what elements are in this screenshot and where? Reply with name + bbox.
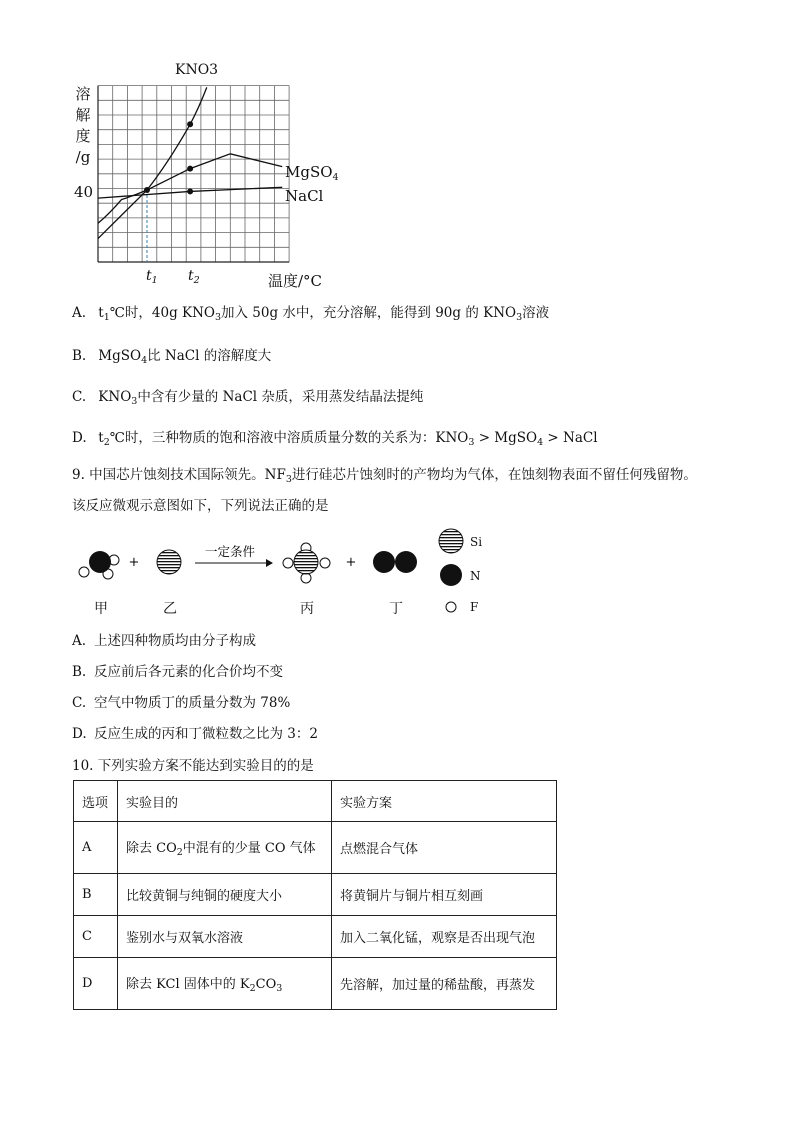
subscript: 3 — [285, 474, 292, 485]
option-text: 溶液 — [522, 305, 550, 321]
subscript: 3 — [214, 312, 222, 323]
q9-option-c[interactable] — [72, 691, 290, 711]
q9-stem-line2: 该反应微观示意图如下，下列说法正确的是 — [72, 498, 329, 514]
n-atom — [395, 551, 417, 573]
stem-text: 9. 中国芯片蚀刻技术国际领先。NF — [72, 467, 286, 483]
y-label-char: 度 — [75, 127, 91, 145]
subscript: 3 — [468, 437, 475, 448]
option-text: 中含有少量的 NaCl 杂质，采用蒸发结晶法提纯 — [137, 389, 424, 405]
row-goal: 鉴别水与双氧水溶液 — [118, 916, 332, 958]
row-option: C — [74, 916, 118, 958]
stem-text: 进行硅芯片蚀刻时的产物均为气体，在蚀刻物表面不留任何残留物。 — [291, 467, 697, 483]
table-row[interactable] — [74, 822, 557, 874]
subscript: 3 — [516, 312, 523, 323]
nacl-label: NaCl — [285, 187, 324, 205]
temp-unit: ℃ — [109, 305, 125, 321]
reaction-diagram — [70, 525, 500, 615]
point-nacl-t2 — [187, 188, 193, 194]
q8-option-c[interactable] — [72, 385, 423, 407]
row-goal — [118, 822, 332, 874]
n-atom — [89, 551, 111, 573]
temp-sub: 2 — [103, 437, 110, 448]
option-text: 加入 50g 水中，充分溶解，能得到 90g 的 KNO — [221, 305, 517, 321]
subscript: 4 — [141, 355, 148, 366]
subscript: 4 — [537, 437, 544, 448]
chart-svg — [0, 0, 340, 300]
goal-text: 除去 KCl 固体中的 K — [126, 977, 250, 992]
q9-option-b[interactable] — [72, 660, 283, 680]
q10-stem: 10. 下列实验方案不能达到实验目的的是 — [72, 758, 314, 774]
option-text: 时，三种物质的饱和溶液中溶质质量分数的关系为：KNO — [124, 430, 469, 446]
option-text: 上述四种物质均由分子构成 — [94, 633, 256, 649]
kno3-title: KNO3 — [175, 62, 219, 78]
si-atom — [294, 550, 318, 574]
temp-symbol: t — [98, 305, 104, 321]
y-label-char: /g — [75, 148, 91, 166]
legend-si-label: Si — [470, 535, 483, 549]
legend-si-icon — [439, 529, 463, 553]
reaction-arrow-head — [266, 559, 273, 567]
row-goal — [118, 958, 332, 1010]
reaction-condition: 一定条件 — [204, 544, 256, 559]
si-atom — [157, 550, 181, 574]
option-key: B. — [72, 664, 87, 680]
row-option: B — [74, 874, 118, 916]
n-atom — [373, 551, 395, 573]
chart-curves — [98, 87, 282, 238]
option-key: A. — [72, 633, 87, 649]
legend-f-label: F — [470, 600, 479, 614]
row-option: A — [74, 822, 118, 874]
q8-option-b[interactable] — [72, 344, 271, 366]
q9-option-a[interactable] — [72, 629, 256, 649]
x-axis-label: 温度/°C — [268, 272, 323, 290]
x-tick-t1: $t_1$ — [146, 268, 158, 286]
x-tick-t2: $t_2$ — [188, 268, 200, 286]
temp-symbol: t — [98, 430, 104, 446]
label-ding: 丁 — [389, 601, 403, 617]
subscript: 2 — [249, 983, 256, 994]
point-kno3-t2 — [187, 121, 193, 127]
option-key: B. — [72, 348, 87, 364]
q8-option-d[interactable] — [72, 426, 598, 448]
option-key: A. — [72, 305, 87, 321]
f-atom — [320, 558, 330, 568]
goal-text: CO — [255, 977, 277, 992]
temp-sub: 1 — [103, 312, 110, 323]
legend-n-icon — [440, 564, 462, 586]
table-row[interactable] — [74, 916, 557, 958]
y-label-char: 解 — [75, 106, 91, 124]
label-jia: 甲 — [94, 601, 108, 617]
y-label-char: 溶 — [75, 85, 91, 103]
molecule-bing — [283, 543, 330, 583]
molecule-ding — [373, 551, 417, 573]
chart-grid — [98, 86, 289, 262]
option-text: 比 NaCl 的溶解度大 — [147, 348, 272, 364]
y-tick-40: 40 — [74, 183, 94, 201]
label-bing: 丙 — [300, 601, 314, 617]
row-plan: 先溶解，加过量的稀盐酸，再蒸发 — [332, 958, 557, 1010]
header-goal: 实验目的 — [118, 781, 332, 822]
option-key: C. — [72, 389, 87, 405]
option-key: D. — [72, 430, 87, 446]
goal-text: 除去 CO — [126, 841, 177, 856]
label-yi: 乙 — [163, 601, 177, 617]
y-axis-label — [74, 84, 92, 168]
goal-text: 中混有的少量 CO 气体 — [182, 841, 316, 856]
legend-f-icon — [446, 602, 456, 612]
q8-option-a[interactable] — [72, 301, 549, 323]
plus-sign: + — [128, 555, 140, 570]
table-row[interactable] — [74, 874, 557, 916]
option-key: D. — [72, 726, 87, 742]
option-text: > NaCl — [543, 430, 598, 446]
f-atom — [79, 567, 89, 577]
header-plan: 实验方案 — [332, 781, 557, 822]
f-atom — [283, 558, 293, 568]
table-header-row — [74, 781, 557, 822]
plus-sign: + — [345, 555, 357, 570]
option-key: C. — [72, 695, 87, 711]
mgso4-label: MgSO$_4$ — [285, 163, 339, 183]
option-text: 反应生成的丙和丁微粒数之比为 3：2 — [94, 726, 318, 742]
point-kno3-t1 — [144, 187, 150, 193]
legend-n-label: N — [470, 569, 481, 583]
subscript: 2 — [176, 847, 183, 858]
q9-stem-line1 — [72, 463, 697, 485]
row-option: D — [74, 958, 118, 1010]
row-plan: 点燃混合气体 — [332, 822, 557, 874]
q9-option-d[interactable] — [72, 722, 318, 742]
point-mgso4-t2 — [187, 166, 193, 172]
table-row[interactable] — [74, 958, 557, 1010]
option-text: 反应前后各元素的化合价均不变 — [94, 664, 283, 680]
row-plan: 加入二氧化锰，观察是否出现气泡 — [332, 916, 557, 958]
row-plan: 将黄铜片与铜片相互刻画 — [332, 874, 557, 916]
temp-unit: ℃ — [109, 430, 125, 446]
option-text: KNO — [98, 389, 132, 405]
option-text: 空气中物质丁的质量分数为 78% — [94, 695, 291, 711]
header-option: 选项 — [74, 781, 118, 822]
row-goal: 比较黄铜与纯铜的硬度大小 — [118, 874, 332, 916]
option-text: > MgSO — [474, 430, 538, 446]
q10-table — [73, 780, 557, 1010]
molecule-jia — [79, 551, 119, 579]
option-text: 时，40g KNO — [124, 305, 215, 321]
option-text: MgSO — [98, 348, 142, 364]
subscript: 3 — [276, 983, 283, 994]
subscript: 3 — [131, 396, 138, 407]
